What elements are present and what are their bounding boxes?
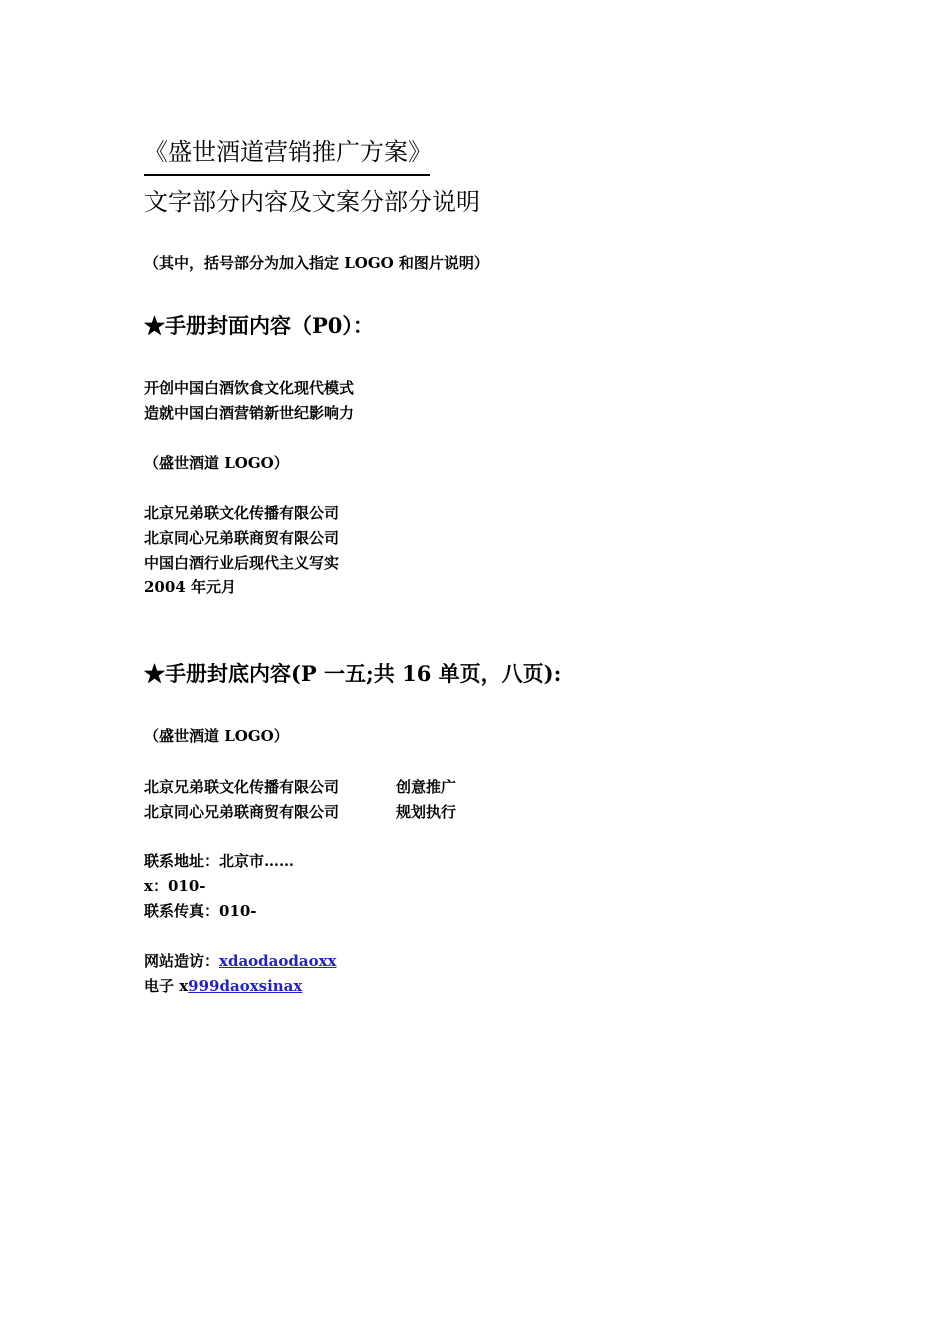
back-role-2: 规划执行 [396, 803, 457, 821]
bracket-note: （其中，括号部分为加入指定 LOGO 和图片说明） [144, 254, 489, 272]
cover-slogan-2: 造就中国白酒营销新世纪影响力 [144, 404, 355, 422]
cover-company-2: 北京同心兄弟联商贸有限公司 [144, 529, 340, 547]
document-title: 《盛世酒道营销推广方案》 [144, 138, 432, 166]
cover-date: 2004 年元月 [144, 578, 236, 596]
contact-fax: 联系传真：010- [144, 902, 257, 920]
back-role-1: 创意推广 [396, 778, 457, 796]
cover-tagline: 中国白酒行业后现代主义写实 [144, 554, 340, 572]
back-company-row-2 [144, 802, 339, 822]
back-logo-placeholder: （盛世酒道 LOGO） [144, 727, 289, 745]
website-label: 网站造访： [144, 952, 220, 970]
document-subtitle: 文字部分内容及文案分部分说明 [144, 188, 480, 216]
back-company-2: 北京同心兄弟联商贸有限公司 [144, 803, 340, 821]
contact-address: 联系地址：北京市…… [144, 852, 295, 870]
back-heading: ★手册封底内容(P 一五;共 16 单页，八页): [144, 661, 562, 686]
email-label: 电子 x [144, 977, 189, 995]
cover-heading: ★手册封面内容（P0）： [144, 313, 374, 338]
website-link[interactable]: xdaodaodaoxx [219, 952, 337, 970]
back-company-1: 北京兄弟联文化传播有限公司 [144, 778, 340, 796]
cover-logo-placeholder: （盛世酒道 LOGO） [144, 454, 289, 472]
cover-slogan-1: 开创中国白酒饮食文化现代模式 [144, 379, 355, 397]
email-link[interactable]: 999daoxsinax [188, 977, 303, 995]
contact-phone: x：010- [144, 877, 206, 895]
email-row [144, 976, 302, 996]
back-company-row-1 [144, 777, 339, 797]
cover-company-1: 北京兄弟联文化传播有限公司 [144, 504, 340, 522]
website-row [144, 951, 336, 971]
title-underline [144, 174, 430, 176]
